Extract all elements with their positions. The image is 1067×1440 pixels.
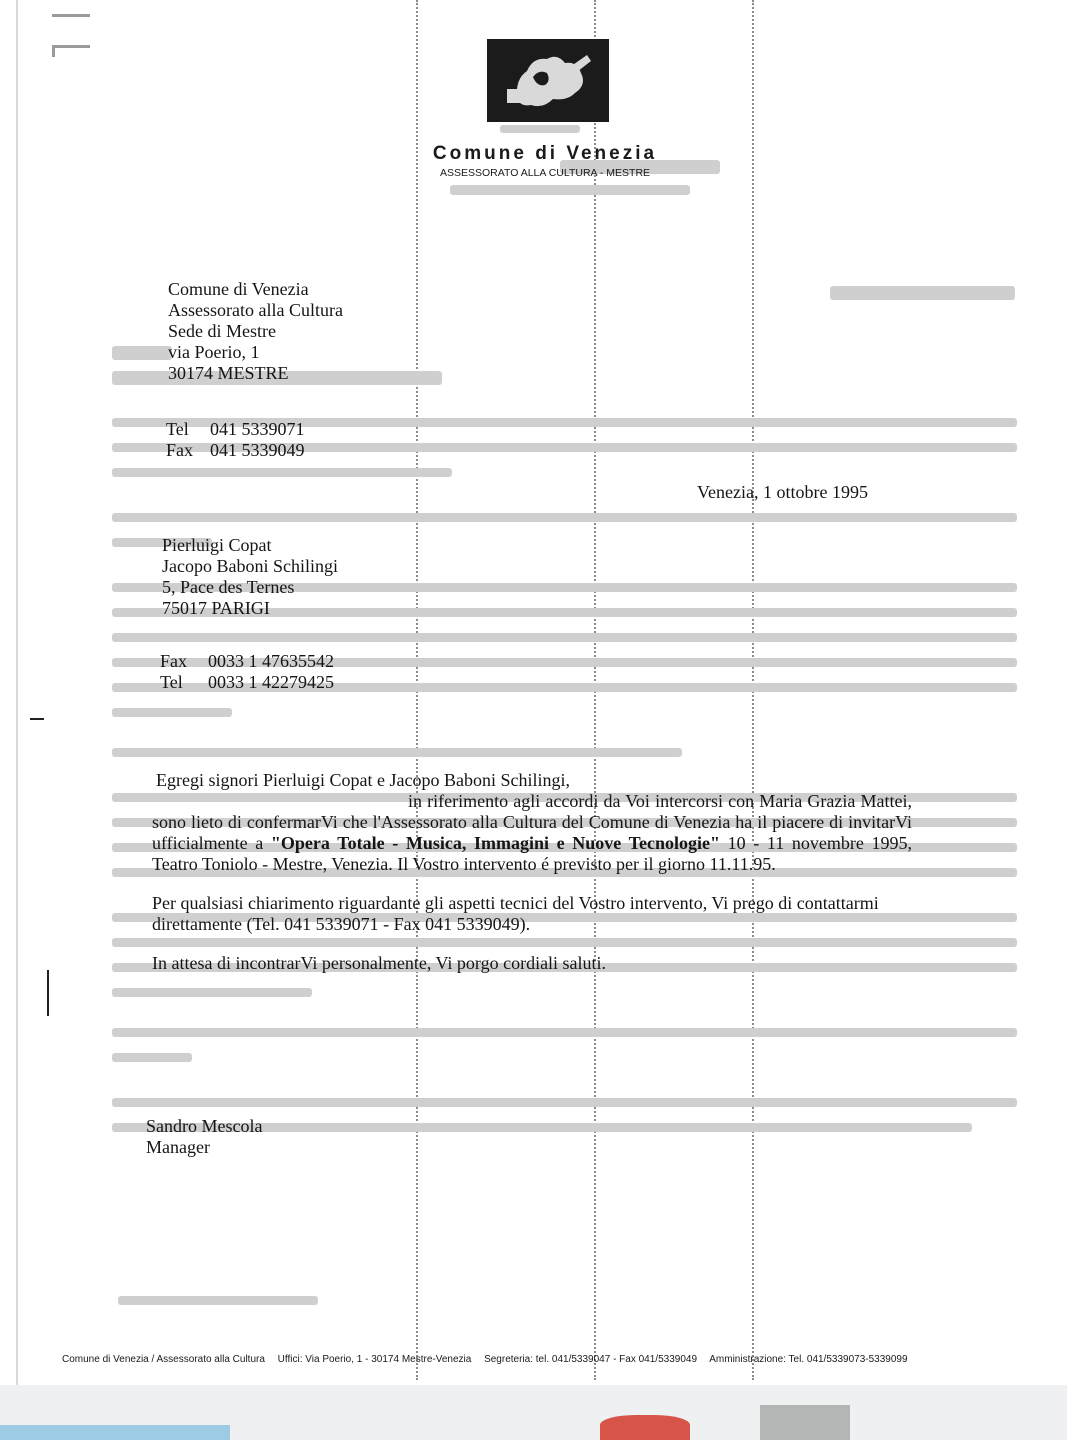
recipient-line: Pierluigi Copat [162,535,272,555]
recipient-line: 75017 PARIGI [162,598,270,618]
footer-org: Comune di Venezia / Assessorato alla Cultura [62,1354,265,1365]
letter-body [152,770,912,974]
body-text: 10 - 11 novembre 1995, Teatro Toniolo - Mestre, Venezia. Il Vostro intervento é previsto per il giorno 11.11.95. [152,833,912,874]
event-title: "Opera Totale - Musica, Immagini e Nuove Tecnologie" [270,833,720,853]
sender-contact [166,419,305,461]
letter-date: Venezia, 1 ottobre 1995 [697,482,868,502]
signature-block [146,1116,262,1158]
scan-artifact [0,1425,230,1440]
letterhead-subtitle: ASSESSORATO ALLA CULTURA - MESTRE [439,167,651,179]
signer-name: Sandro Mescola [146,1116,263,1136]
sender-fax: 041 5339049 [210,440,305,460]
recipient-fax: 0033 1 47635542 [208,651,334,671]
recipient-contact [160,651,334,693]
recipient-line: 5, Pace des Ternes [162,577,295,597]
sender-line: 30174 MESTRE [168,363,289,383]
scan-bottom-edge [0,1385,1067,1440]
tel-label: Tel [166,419,189,439]
body-paragraph [152,791,912,875]
body-text: in riferimento agli accordi da Voi intercorsi con Maria Grazia Mattei, sono lieto di confermarVi che l'Assessorato alla Cultura del Comune di Venezia ha il piacere di invitarVi ufficialmente a [152,791,912,853]
sender-line: Assessorato alla Cultura [168,300,343,320]
footer-secretary: Segreteria: tel. 041/5339047 - Fax 041/5339049 [484,1354,698,1365]
body-paragraph: Per qualsiasi chiarimento riguardante gli aspetti tecnici del Vostro intervento, Vi prego di contattarmi direttamente (Tel. 041 5339071 - Fax 041 5339049). [152,893,879,934]
scan-artifact [600,1415,690,1440]
footer-admin: Amministrazione: Tel. 041/5339073-5339099 [709,1354,908,1365]
sender-address [168,279,343,384]
recipient-line: Jacopo Baboni Schilingi [162,556,338,576]
salutation: Egregi signori Pierluigi Copat e Jacopo Baboni Schilingi, [156,770,570,790]
letterhead-footer [62,1354,1042,1365]
letterhead-title: Comune di Venezia [432,143,658,164]
closing-paragraph: In attesa di incontrarVi personalmente, Vi porgo cordiali saluti. [152,953,607,973]
sender-line: Sede di Mestre [168,321,276,341]
recipient-address [162,535,338,619]
footer-offices: Uffici: Via Poerio, 1 - 30174 Mestre-Venezia [277,1354,472,1365]
recipient-tel: 0033 1 42279425 [208,672,334,692]
sender-line: via Poerio, 1 [168,342,260,362]
sender-tel: 041 5339071 [210,419,305,439]
winged-lion-icon [487,39,609,122]
sender-line: Comune di Venezia [168,279,309,299]
fax-label: Fax [166,440,193,460]
tel-label: Tel [160,672,183,692]
scan-artifact [760,1405,850,1440]
signer-role: Manager [146,1137,210,1157]
fax-label: Fax [160,651,187,671]
